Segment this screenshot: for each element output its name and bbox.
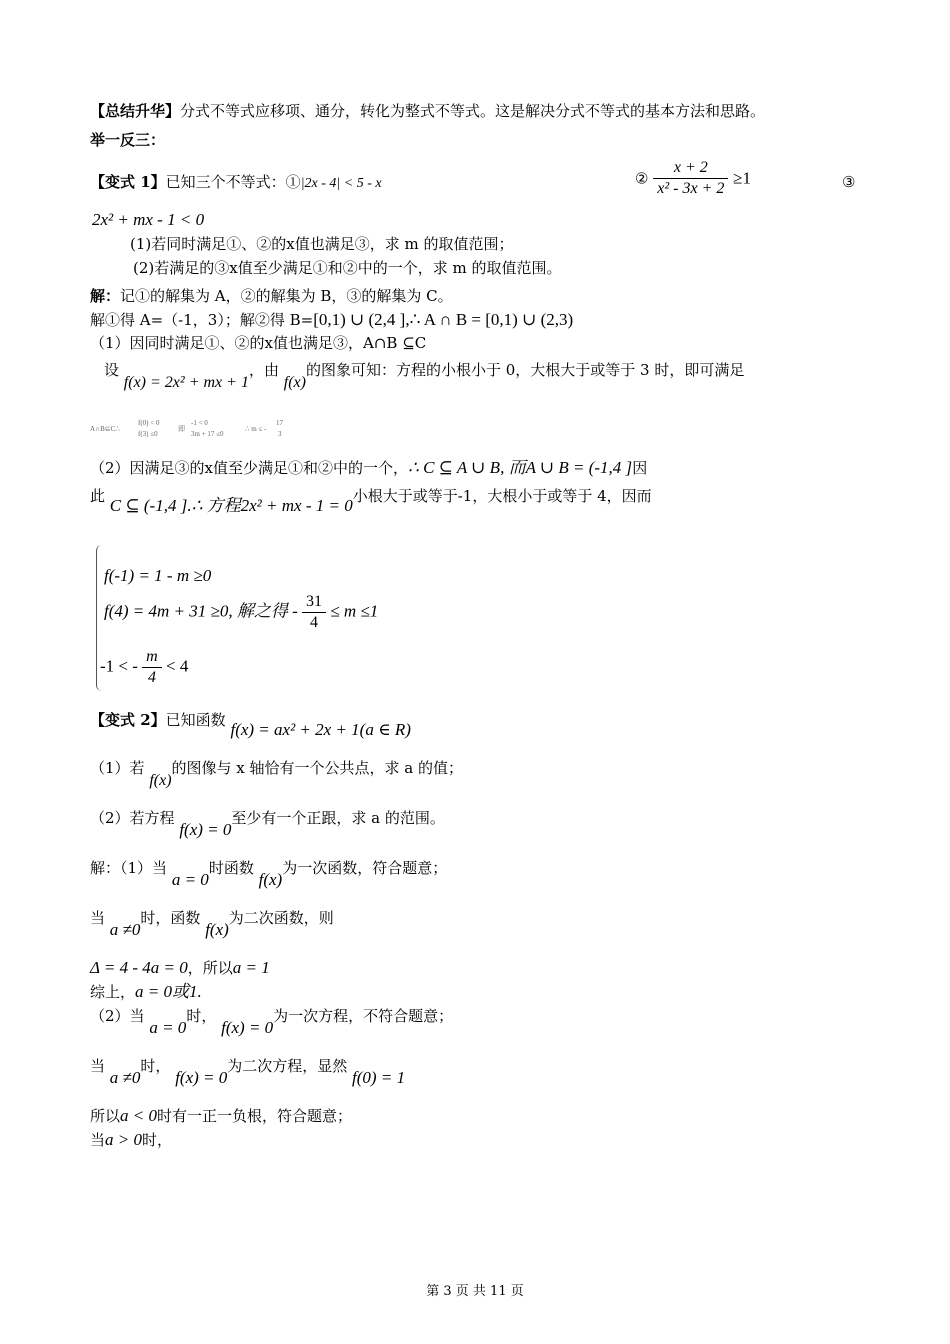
tiny-f3: f(3) ≤0 — [138, 430, 158, 438]
v2-func: f(x) = ax² + 2x + 1(a ∈ R) — [230, 720, 411, 739]
sol2-f2: a ≠0 — [109, 1068, 141, 1087]
tiny-17: 17 — [276, 419, 283, 427]
tiny-neg1: -1 < 0 — [191, 419, 208, 427]
sys2-left: f(4) = 4m + 31 ≥0, 解之得 - — [104, 601, 298, 621]
v1-q2: (2)若满足的③x值至少满足①和②中的一个，求 m 的取值范围。 — [133, 259, 562, 277]
sol2-g1: 所以 — [90, 1107, 121, 1125]
sol2-c1: Δ = 4 - 4a = 0 — [90, 958, 188, 977]
tiny-f0: f(0) < 0 — [138, 419, 160, 427]
summary-text: 分式不等式应移项、通分，转化为整式不等式。这是解决分式不等式的基本方法和思路。 — [180, 102, 766, 120]
v2-q1c: 的图像与 x 轴恰有一个公共点，求 a 的值； — [171, 759, 464, 777]
sys3-fraction — [142, 647, 162, 688]
sol1-l4d: f(x) — [283, 374, 306, 391]
v2-line — [90, 710, 411, 739]
sol1-l2b: [0,1) ∪ (2,4 ],∴ A ∩ B = [0,1) ∪ (2,3) — [313, 310, 574, 329]
sol2-a5: 为一次函数，符合题意； — [282, 859, 448, 877]
v1-ineq2 — [635, 158, 751, 199]
sol1-line1 — [90, 286, 453, 306]
sys3-den: 4 — [142, 667, 162, 688]
system-row-3 — [100, 647, 188, 688]
v1-line — [90, 172, 382, 194]
sol2-line-g — [90, 1106, 352, 1126]
sol2-g2: a < 0 — [120, 1106, 157, 1125]
sol2-e3: 时， — [186, 1007, 217, 1025]
sol2-f4: f(x) = 0 — [175, 1068, 228, 1087]
sys2-right: ≤ m ≤1 — [330, 601, 379, 621]
sol1-line6 — [90, 486, 652, 515]
sol2-e1: （2）当 — [90, 1007, 145, 1025]
v1-intro: 已知三个不等式：① — [165, 173, 301, 191]
sol2-line-e — [90, 1006, 454, 1037]
sol2-f1: 当 — [90, 1057, 106, 1075]
sol1-l1: 记①的解集为 A，②的解集为 B，③的解集为 C。 — [120, 287, 453, 305]
sol2-b3: 时，函数 — [140, 909, 201, 927]
tiny-3: 3 — [278, 430, 282, 438]
v2-q2a: （2）若方程 — [90, 809, 175, 827]
sol2-a1: 解：（1）当 — [90, 859, 168, 877]
sol2-h1: 当 — [90, 1131, 106, 1149]
v1-ineq1: |2x - 4| < 5 - x — [300, 176, 382, 191]
sol2-line-f — [90, 1056, 406, 1087]
sol2-a4: f(x) — [258, 870, 283, 889]
v1-ge1: ≥1 — [733, 168, 751, 188]
system-row-2 — [104, 592, 378, 633]
v1-tag: 【变式 1】 — [90, 173, 166, 191]
sol2-e4: f(x) = 0 — [221, 1018, 274, 1037]
sol1-l4e: 的图象可知：方程的小根小于 0，大根大于或等于 3 时，即可满足 — [305, 361, 745, 379]
sol2-f6: f(0) = 1 — [352, 1068, 406, 1087]
v2-q1 — [90, 758, 464, 789]
tiny-3m: 3m + 17 ≤0 — [191, 430, 224, 438]
tiny-prefix: A∩B⊆C∴ — [90, 425, 120, 433]
sol1-l2a: 解①得 A=（-1，3）；解②得 B= — [90, 311, 314, 329]
v2-q2c: 至少有一个正跟，求 a 的范围。 — [231, 809, 445, 827]
v1-fraction — [653, 158, 728, 199]
sol2-f3: 时， — [140, 1057, 171, 1075]
sol1-l4c: ，由 — [248, 361, 279, 379]
tiny-ji: 即 — [178, 425, 185, 433]
v1-q1: (1)若同时满足①、②的x值也满足③，求 m 的取值范围； — [130, 235, 514, 253]
page-footer: 第 3 页 共 11 页 — [426, 1284, 524, 1299]
sol2-line-c — [90, 958, 270, 978]
sol1-l6a: 此 — [90, 487, 106, 505]
sol2-h2: a > 0 — [105, 1130, 142, 1149]
sol1-l4a: 设 — [104, 361, 120, 379]
sol2-c2: ，所以 — [187, 959, 233, 977]
v2-tag: 【变式 2】 — [90, 711, 166, 729]
sol1-l6c: 小根大于或等于-1，大根小于或等于 4，因而 — [352, 487, 652, 505]
sol1-l6b: C ⊆ (-1,4 ].∴ 方程2x² + mx - 1 = 0 — [109, 496, 353, 515]
sol1-l5a: （2）因满足③的x值至少满足①和②中的一个， — [90, 459, 409, 477]
summary-line — [90, 101, 765, 121]
sol2-b1: 当 — [90, 909, 106, 927]
sys2-den: 4 — [302, 612, 326, 633]
sys2-fraction — [302, 592, 326, 633]
sol1-line2 — [90, 310, 573, 330]
sol2-a3: 时函数 — [208, 859, 254, 877]
sol1-l3: （1）因同时满足①、②的x值也满足③，A∩B ⊆C — [90, 334, 427, 352]
sol2-line-d — [90, 982, 202, 1002]
sol1-l4b: f(x) = 2x² + mx + 1 — [123, 374, 249, 391]
sol2-e2: a = 0 — [149, 1018, 187, 1037]
sol2-line-a — [90, 858, 448, 889]
v2-q1b: f(x) — [149, 772, 172, 789]
sol2-b2: a ≠0 — [109, 920, 141, 939]
sol1-line5 — [90, 458, 647, 478]
v1-ineq3: 2x² + mx - 1 < 0 — [92, 210, 205, 229]
fraction-denominator: x² - 3x + 2 — [653, 178, 728, 199]
system-row-1: f(-1) = 1 - m ≥0 — [104, 566, 212, 585]
sol2-line-h — [90, 1130, 172, 1150]
v2-q1a: （1）若 — [90, 759, 145, 777]
sol2-f5: 为二次方程，显然 — [227, 1057, 348, 1075]
v2-intro: 已知函数 — [165, 711, 226, 729]
sys3-left: -1 < - — [100, 656, 138, 676]
sol1-l5b: ∴ C ⊆ A ∪ B, 而A ∪ B = (-1,4 ] — [408, 458, 633, 477]
v1-circle3: ③ — [842, 173, 856, 191]
sol2-line-b — [90, 908, 334, 939]
fraction-numerator: x + 2 — [673, 159, 708, 176]
v2-q2 — [90, 808, 445, 839]
sol2-h3: 时， — [142, 1131, 173, 1149]
sol2-b4: f(x) — [205, 920, 229, 939]
sol2-g3: 时有一正一负根，符合题意； — [157, 1107, 353, 1125]
sol1-l5c: 因 — [632, 459, 648, 477]
sys3-right: < 4 — [165, 656, 189, 676]
sol1-line4 — [104, 360, 745, 391]
v1-circle2: ② — [635, 169, 649, 188]
sol2-b5: 为二次函数，则 — [228, 909, 334, 927]
sol2-d2: a = 0或1. — [135, 982, 202, 1001]
sol2-d1: 综上， — [90, 983, 136, 1001]
practice-heading: 举一反三： — [90, 131, 166, 149]
sol1-label: 解： — [90, 287, 121, 305]
sol2-e5: 为一次方程，不符合题意； — [273, 1007, 454, 1025]
tiny-m: ∴ m ≤ - — [245, 425, 267, 433]
sol2-c3: a = 1 — [232, 958, 270, 977]
sol2-a2: a = 0 — [171, 870, 209, 889]
sys2-num: 31 — [306, 593, 323, 610]
sys3-num: m — [146, 648, 158, 665]
summary-tag: 【总结升华】 — [90, 102, 181, 120]
v2-q2b: f(x) = 0 — [179, 820, 232, 839]
